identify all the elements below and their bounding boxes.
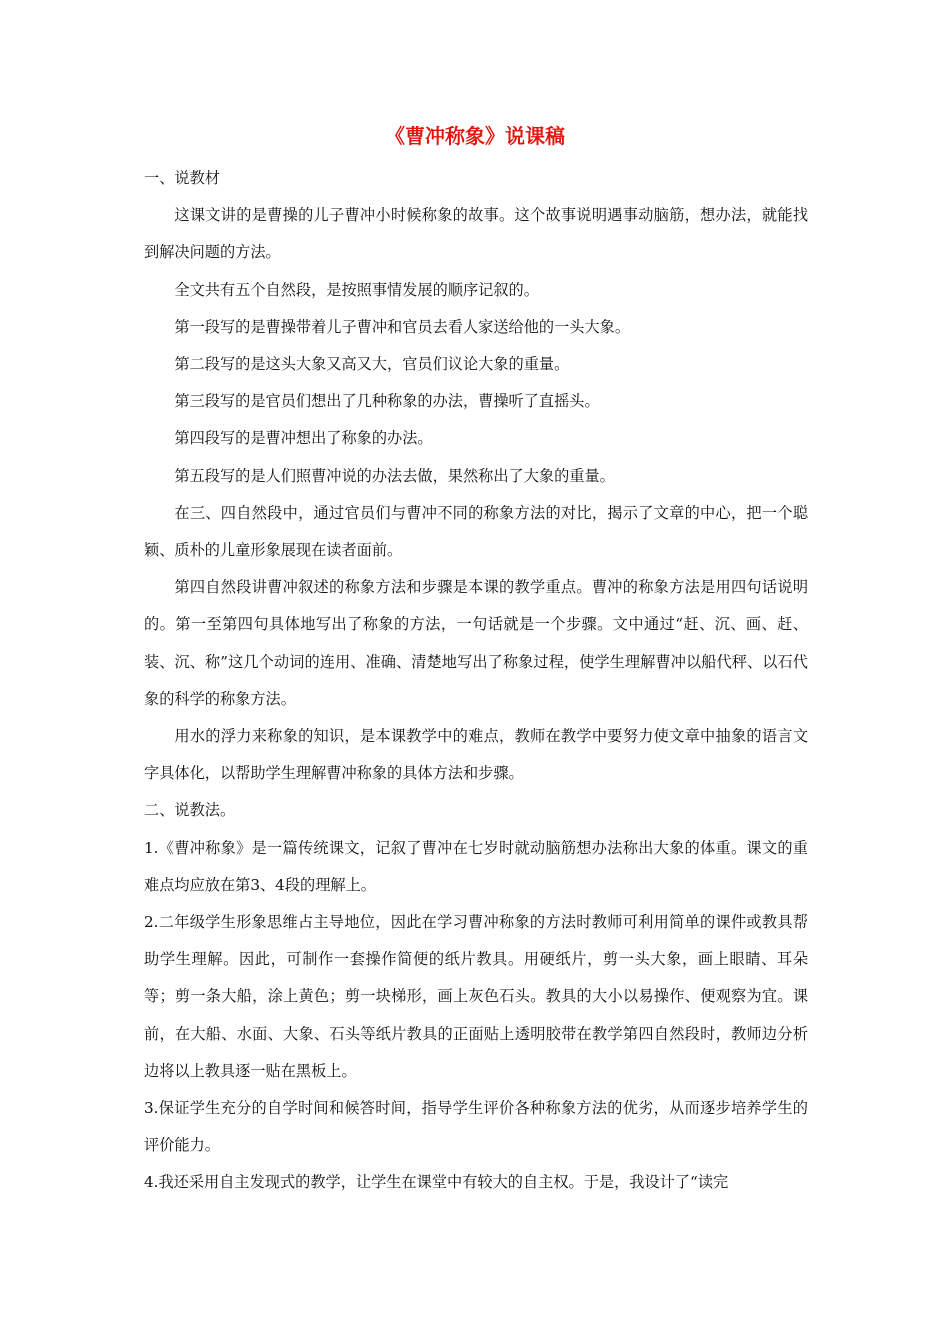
numbered-item: 1.《曹冲称象》是一篇传统课文，记叙了曹冲在七岁时就动脑筋想办法称出大象的体重。课文的重难点均应放在第3、4段的理解上。 — [144, 838, 808, 894]
numbered-item: 3.保证学生充分的自学时间和候答时间，指导学生评价各种称象方法的优劣，从而逐步培养学生的评价能力。 — [144, 1099, 808, 1155]
paragraph: 这课文讲的是曹操的儿子曹冲小时候称象的故事。这个故事说明遇事动脑筋，想办法，就能找到解决问题的方法。 — [144, 206, 808, 262]
section-heading: 二、说教法。 — [144, 801, 236, 820]
document-body — [144, 160, 808, 1202]
paragraph: 第三段写的是官员们想出了几种称象的办法，曹操听了直摇头。 — [174, 392, 600, 411]
paragraph: 全文共有五个自然段，是按照事情发展的顺序记叙的。 — [174, 280, 539, 299]
paragraph: 用水的浮力来称象的知识，是本课教学中的难点，教师在教学中要努力使文章中抽象的语言文字具体化，以帮助学生理解曹冲称象的具体方法和步骤。 — [144, 727, 808, 783]
paragraph: 第四段写的是曹冲想出了称象的办法。 — [174, 429, 433, 448]
paragraph: 第四自然段讲曹冲叙述的称象方法和步骤是本课的教学重点。曹冲的称象方法是用四句话说明的。第一至第四句具体地写出了称象的方法，一句话就是一个步骤。文中通过“赶、沉、画、赶、装、沉、称”这几个动词的连用、准确、清楚地写出了称象过程，使学生理解曹冲以船代秤、以石代象的科学的称象方法。 — [144, 578, 808, 708]
section-heading: 一、说教材 — [144, 169, 220, 187]
paragraph: 第五段写的是人们照曹冲说的办法去做，果然称出了大象的重量。 — [174, 466, 615, 485]
paragraph: 第二段写的是这头大象又高又大，官员们议论大象的重量。 — [174, 355, 570, 374]
document-title: 《曹冲称象》说课稿 — [385, 124, 565, 148]
numbered-item: 4.我还采用自主发现式的教学，让学生在课堂中有较大的自主权。于是，我设计了“读完 — [144, 1173, 729, 1192]
paragraph: 第一段写的是曹操带着儿子曹冲和官员去看人家送给他的一头大象。 — [174, 317, 631, 336]
paragraph: 在三、四自然段中，通过官员们与曹冲不同的称象方法的对比，揭示了文章的中心，把一个聪颖、质朴的儿童形象展现在读者面前。 — [144, 503, 808, 560]
numbered-item: 2.二年级学生形象思维占主导地位，因此在学习曹冲称象的方法时教师可利用简单的课件或教具帮助学生理解。因此，可制作一套操作简便的纸片教具。用硬纸片，剪一头大象，画上眼睛、耳朵等；剪一条大船，涂上黄色；剪一块梯形，画上灰色石头。教具的大小以易操作、便观察为宜。课前，在大船、水面、大象、石头等纸片教具的正面贴上透明胶带在教学第四自然段时，教师边分析边将以上教具逐一贴在黑板上。 — [144, 913, 808, 1080]
